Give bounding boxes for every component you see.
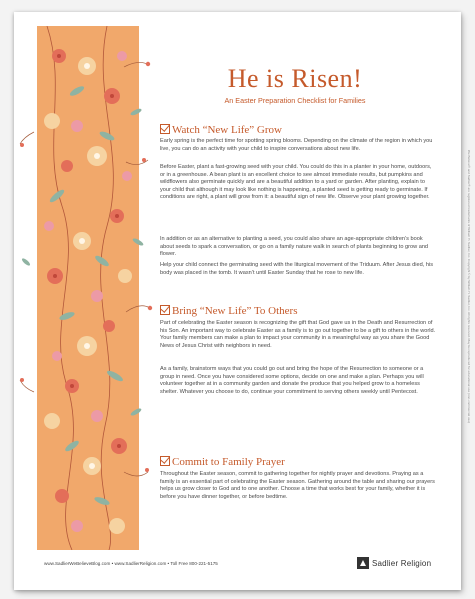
paragraph: Before Easter, plant a fast-growing seed with your child. You could do this in a planter in your home, outdoors, or in a greenhouse. A bean plant is an excellent choice to see almost immediate results, but pumpkins and wildflowers also germinate quickly and are a beautiful addition to a yard or garden. After planting, explain to your child that although it may look like nothing is happening, a planted seed is getting ready to germinate. If conditions are right, a plant will grow from it: a beautiful sign of new life. Observe your plant growing together.: [160, 164, 432, 201]
floral-border: [37, 26, 139, 550]
checkbox-icon: [160, 305, 170, 315]
paragraph: Throughout the Easter season, commit to gathering together for nightly prayer and devotions. Praying as a family is an essential part of celebrating the Easter season. Gathering around the table and sharing our prayers helps us grow closer to God and to one another. Choose a time that works best for your family, whether it is before you have dinner together, or before bedtime.: [160, 471, 435, 500]
paragraph: In addition or as an alternative to planting a seed, you could also share an age-appropriate children’s book about seeds to spark a conversation, or go on a family nature walk in search of plants beginning to grow and flower.: [160, 236, 429, 258]
worksheet-page: [14, 12, 461, 590]
section-heading-text: Watch “New Life” Grow: [172, 124, 282, 136]
copyright-text: We Believe® and Sadlier® are registered trademarks of William H. Sadlier, Inc. Copyright © by William H. Sadlier, Inc. All rights reserved. May be reproduced for educational use (non-commercial use): [467, 150, 471, 423]
section-heading-text: Commit to Family Prayer: [172, 456, 285, 468]
checkbox-icon: [160, 456, 170, 466]
paragraph: Help your child connect the germinating seed with the liturgical movement of the Triduum. After Jesus died, his body was placed in the tomb. It wasn’t until Easter Sunday that he rose to new life.: [160, 262, 433, 276]
page-subtitle: An Easter Preparation Checklist for Families: [224, 96, 366, 105]
paragraph: Early spring is the perfect time for spotting spring blooms. Depending on the climate of the region in which you live, you can do an activity with your child to inspire conversations about new life.: [160, 138, 433, 152]
section-heading-bring-new-life: [160, 305, 298, 317]
section-heading-commit-to-prayer: [160, 456, 285, 468]
paragraph: As a family, brainstorm ways that you could go out and bring the hope of the Resurrection to someone or a group in need. Once you have considered some options, decide on one and make a plan. Perhaps you will volunteer together at in a community garden and donate the produce that you helped grow to a homeless shelter. Whatever you choose to do, continue your commitment to serving others weekly until Pentecost.: [160, 366, 424, 395]
page-title: He is Risen!: [227, 64, 363, 93]
sadlier-religion-logo: [357, 557, 431, 569]
checkbox-icon: [160, 124, 170, 134]
section-heading-watch-new-life: [160, 124, 282, 136]
footer-contact-line: www.SadlierWeBelieveBlog.com • www.SadlierReligion.com • Toll Free 800-221-5175: [44, 561, 218, 566]
sadlier-logo-icon: [357, 557, 369, 569]
floral-pattern-illustration: [37, 26, 139, 550]
copyright-side-note: [463, 150, 475, 430]
paragraph: Part of celebrating the Easter season is recognizing the gift that God gave us in the Death and Resurrection of his Son. An important way to celebrate Easter as a family is to go out together to be a gift to others in the world. Your family members can make a plan to impact your community in a meaningful way as you share the Good News of Jesus Christ with neighbors in need.: [160, 320, 436, 349]
section-heading-text: Bring “New Life” To Others: [172, 305, 298, 317]
logo-text: Sadlier Religion: [372, 559, 432, 568]
